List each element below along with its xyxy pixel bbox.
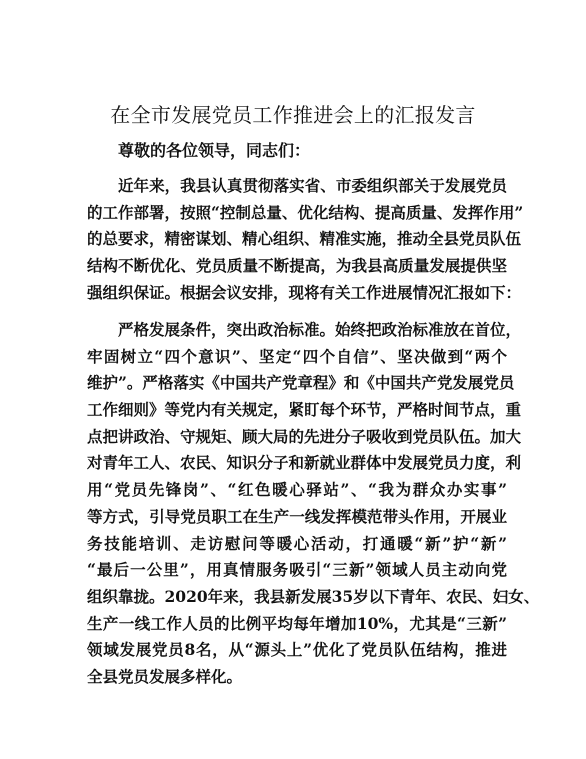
salutation: 尊敬的各位领导，同志们：	[118, 141, 311, 160]
paragraph-line: 强组织保证。根据会议安排，现将有关工作进展情况汇报如下：	[87, 282, 522, 302]
paragraph-line: 结构不断优化、党员质量不断提高，为我县高质量发展提供坚	[87, 256, 507, 276]
document-title: 在全市发展党员工作推进会上的汇报发言	[110, 103, 476, 127]
paragraph-intro	[87, 173, 524, 306]
paragraph-line: 近年来，我县认真贯彻落实省、市委组织部关于发展党员	[118, 176, 507, 195]
paragraph-line: 等方式，引导党员职工在生产一线发挥模范带头作用，开展业	[87, 506, 507, 526]
paragraph-development-conditions	[87, 317, 540, 691]
paragraph-line: 严格发展条件，突出政治标准。始终把政治标准放在首位，	[118, 320, 522, 339]
paragraph-line: 工作细则》等党内有关规定，紧盯每个环节，严格时间节点，重	[87, 400, 522, 420]
paragraph-line: 用“党员先锋岗”、“红色暖心驿站”、“我为群众办实事”	[87, 480, 507, 500]
paragraph-line: 领域发展党员8名，从“源头上”优化了党员队伍结构，推进	[87, 640, 507, 660]
paragraph-line: 维护”。严格落实《中国共产党章程》和《中国共产党发展党员	[87, 373, 515, 393]
paragraph-line: 组织靠拢。2020年来，我县新发展35岁以下青年、农民、妇女、	[87, 586, 540, 606]
paragraph-line: 的总要求，精密谋划、精心组织、精准实施，推动全县党员队伍	[87, 229, 522, 249]
paragraph-line: 牢固树立“四个意识”、坚定“四个自信”、坚决做到“两个	[87, 346, 507, 366]
paragraph-line: 点把讲政治、守规矩、顾大局的先进分子吸收到党员队伍。加大	[87, 426, 522, 446]
paragraph-line: 全县党员发展多样化。	[87, 666, 243, 686]
paragraph-line: 务技能培训、走访慰问等暖心活动，打通暖“新”护“新”	[87, 533, 507, 553]
paragraph-line: 的工作部署，按照“控制总量、优化结构、提高质量、发挥作用”	[87, 202, 524, 222]
paragraph-line: “最后一公里”，用真情服务吸引“三新”领域人员主动向党	[87, 560, 507, 580]
paragraph-line: 生产一线工作人员的比例平均每年增加10%，尤其是“三新”	[87, 613, 507, 633]
paragraph-line: 对青年工人、农民、知识分子和新就业群体中发展党员力度，利	[87, 453, 522, 473]
